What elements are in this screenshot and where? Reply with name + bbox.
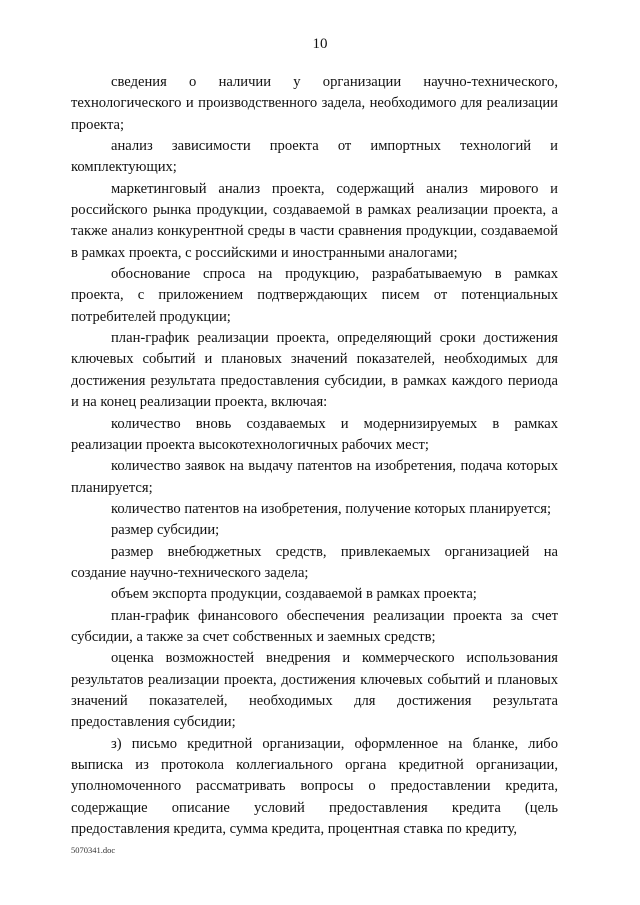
paragraph-export-volume: объем экспорта продукции, создаваемой в рамках проекта; <box>111 586 477 603</box>
paragraph-patents: количество патентов на изобретения, получение которых планируется; <box>111 500 552 517</box>
footer-file-name: 5070341.doc <box>71 845 116 855</box>
paragraph-implementation-schedule: план-график реализации проекта, определяющий сроки достижения ключевых событий и плановых значений показателей, необходимых для достижения результата предоставления субсидии, в рамках каждого периода и на конец реализации проекта, включая: <box>71 330 558 411</box>
paragraph-demand-justification: обоснование спроса на продукцию, разрабатываемую в рамках проекта, с приложением подтверждающих писем от потенциальных потребителей продукции; <box>71 266 558 325</box>
paragraph-marketing-analysis: маркетинговый анализ проекта, содержащий анализ мирового и российского рынка продукции, создаваемой в рамках реализации проекта, а также анализ конкурентной среды в части сравнения продукции, создаваемой в рамках проекта, с российскими и иностранными аналогами; <box>71 180 558 261</box>
paragraph-extrabudgetary-funds: размер внебюджетных средств, привлекаемых организацией на создание научно-технического задела; <box>71 543 558 581</box>
paragraph-technical-groundwork: сведения о наличии у организации научно-технического, технологического и производственного задела, необходимого для реализации проекта; <box>71 74 558 133</box>
paragraph-financing-schedule: план-график финансового обеспечения реализации проекта за счет субсидии, а также за счет собственных и заемных средств; <box>71 607 558 645</box>
paragraph-import-dependency: анализ зависимости проекта от импортных технологий и комплектующих; <box>71 138 558 176</box>
paragraph-credit-letter: з) письмо кредитной организации, оформленное на бланке, либо выписка из протокола коллегиального органа кредитной организации, уполномоченного рассматривать вопросы о предоставлении кредита, содержащие описание условий предоставления кредита (цель предоставления кредита, сумма кредита, процентная ставка по кредиту, <box>71 735 558 838</box>
paragraph-commercialization-assessment: оценка возможностей внедрения и коммерческого использования результатов реализации проекта, достижения ключевых событий и плановых значений показателей, необходимых для достижения результата предоставления субсидии; <box>71 650 558 731</box>
paragraph-patent-applications: количество заявок на выдачу патентов на изобретения, подача которых планируется; <box>71 458 558 496</box>
page-number: 10 <box>312 36 328 52</box>
paragraph-subsidy-size: размер субсидии; <box>111 522 220 539</box>
paragraph-workplaces: количество вновь создаваемых и модернизируемых в рамках реализации проекта высокотехнологичных рабочих мест; <box>71 415 558 453</box>
document-body <box>71 72 558 840</box>
